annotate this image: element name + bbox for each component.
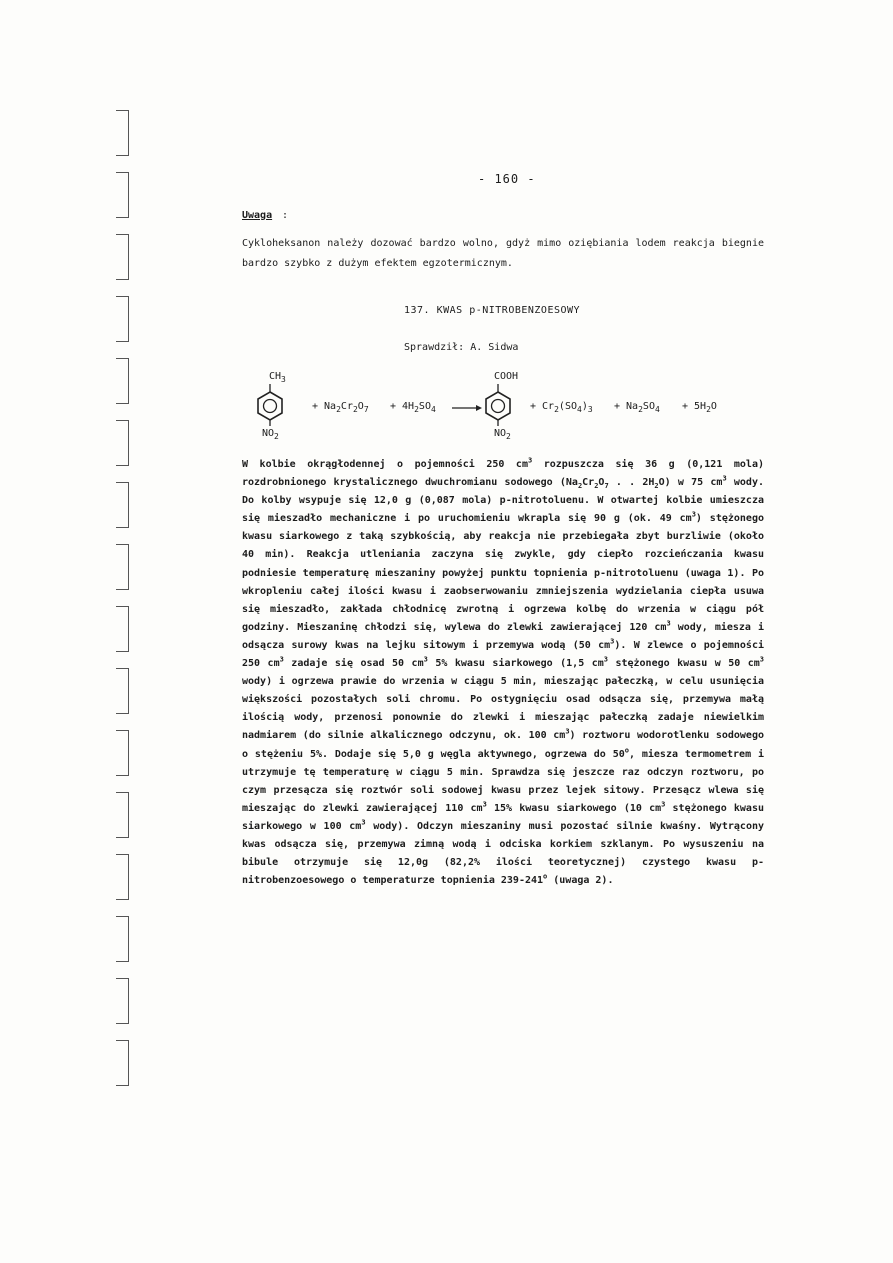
- binding-mark: [116, 172, 129, 218]
- reactant-no2: $NO_2$: [262, 428, 279, 441]
- product-no2: $NO_2$: [494, 428, 511, 441]
- reaction-equation: [250, 368, 770, 448]
- binding-mark: [116, 606, 129, 652]
- binding-mark: [116, 792, 129, 838]
- binding-mark: [116, 296, 129, 342]
- binding-mark: [116, 358, 129, 404]
- reactant-aromatic-circle: [264, 400, 277, 413]
- checked-by: Sprawdził: A. Sidwa: [404, 342, 519, 353]
- reactant-ch3: $CH_3$: [269, 371, 286, 384]
- binding-mark: [116, 978, 129, 1024]
- product-sodium-sulfate: + $Na_2SO_4$: [614, 401, 660, 414]
- product-benzene-ring: [486, 392, 510, 420]
- binding-mark: [116, 420, 129, 466]
- binding-mark: [116, 730, 129, 776]
- page-number: - 160 -: [478, 172, 536, 186]
- binding-marks: [108, 100, 138, 1120]
- product-chromium-sulfate: + $Cr_2(SO_4)_3$: [530, 401, 593, 414]
- binding-mark: [116, 1040, 129, 1086]
- product-aromatic-circle: [492, 400, 505, 413]
- note-text: Cykloheksanon należy dozować bardzo wolno, gdyż mimo oziębiania lodem reakcja biegnie bardzo szybko z dużym efektem egzotermicznym.: [242, 238, 764, 269]
- note-colon: :: [282, 210, 289, 221]
- product-water: + $5H_2O$: [682, 401, 717, 414]
- binding-mark: [116, 544, 129, 590]
- binding-mark: [116, 668, 129, 714]
- binding-mark: [116, 234, 129, 280]
- note-label: Uwaga: [242, 210, 273, 221]
- procedure-text: W kolbie okrągłodennej o pojemności 250 $cm^3$ rozpuszcza się 36 g (0,121 mola) rozdrobnionego krystalicznego dwuchromianu sodowego ($Na_2Cr_2O_7$ . . $2H_2O$) w 75 $cm^3$ wody. Do kolby wsypuje się 12,0 g (0,087 mola) p-nitrotoluenu. W otwartej kolbie umieszcza się mieszadło mechaniczne i po uruchomieniu wkrapla się 90 g (ok. 49 $cm^3$) stężonego kwasu siarkowego z taką szybkością, aby reakcja nie przebiegała zbyt burzliwie (około 40 min). Reakcja utleniania zaczyna się zwykle, gdy ciepło rozcieńczania kwasu podniesie temperaturę mieszaniny powyżej punktu topnienia p-nitrotoluenu (uwaga 1). Po wkropleniu całej ilości kwasu i zaobserwowaniu zmniejszenia wydzielania ciepła usuwa się mieszadło, zakłada chłodnicę zwrotną i ogrzewa kolbę do wrzenia w ciągu pół godziny. Mieszaninę chłodzi się, wylewa do zlewki zawierającej 120 $cm^3$ wody, miesza i odsącza surowy kwas na lejku sitowym i przemywa wodą (50 $cm^3$). W zlewce o pojemności 250 $cm^3$ zadaje się osad 50 $cm^3$ 5% kwasu siarkowego (1,5 $cm^3$ stężonego kwasu w 50 $cm^3$ wody) i ogrzewa prawie do wrzenia w ciągu 5 min, mieszając pałeczką, w celu usunięcia większości pozostałych soli chromu. Po ostygnięciu osad odsącza się, przemywa małą ilością wody, przenosi ponownie do zlewki i mieszając pałeczką zadaje niewielkim nadmiarem (do silnie alkalicznego odczynu, ok. 100 $cm^3$) roztworu wodorotlenku sodowego o stężeniu 5%. Dodaje się 5,0 g węgla aktywnego, ogrzewa do 50$^o$, miesza termometrem i utrzymuje tę temperaturę w ciągu 5 min. Sprawdza się jeszcze raz odczyn roztworu, po czym przesącza się roztwór soli sodowej kwasu przez lejek sitowy. Przesącz wlewa się mieszając do zlewki zawierającej 110 $cm^3$ 15% kwasu siarkowego (10 $cm^3$ stężonego kwasu siarkowego w 100 $cm^3$ wody). Odczyn mieszaniny musi pozostać silnie kwaśny. Wytrącony kwas odsącza się, przemywa zimną wodą i odciska korkiem szklanym. Po wysuszeniu na bibule otrzymuje się 12,0g (82,2% ilości teoretycznej) czystego kwasu p-nitrobenzoesowego o temperaturze topnienia 239-241$^o$ (uwaga 2).: [242, 456, 765, 887]
- binding-mark: [116, 916, 129, 962]
- binding-mark: [116, 854, 129, 900]
- reagent-dichromate: + $Na_2Cr_2O_7$: [312, 401, 369, 414]
- product-cooh: COOH: [494, 371, 519, 382]
- section-title: 137. KWAS p-NITROBENZOESOWY: [404, 305, 581, 316]
- reagent-sulfuric-acid: + $4H_2SO_4$: [390, 401, 436, 414]
- binding-mark: [116, 110, 129, 156]
- reactant-benzene-ring: [258, 392, 282, 420]
- binding-mark: [116, 482, 129, 528]
